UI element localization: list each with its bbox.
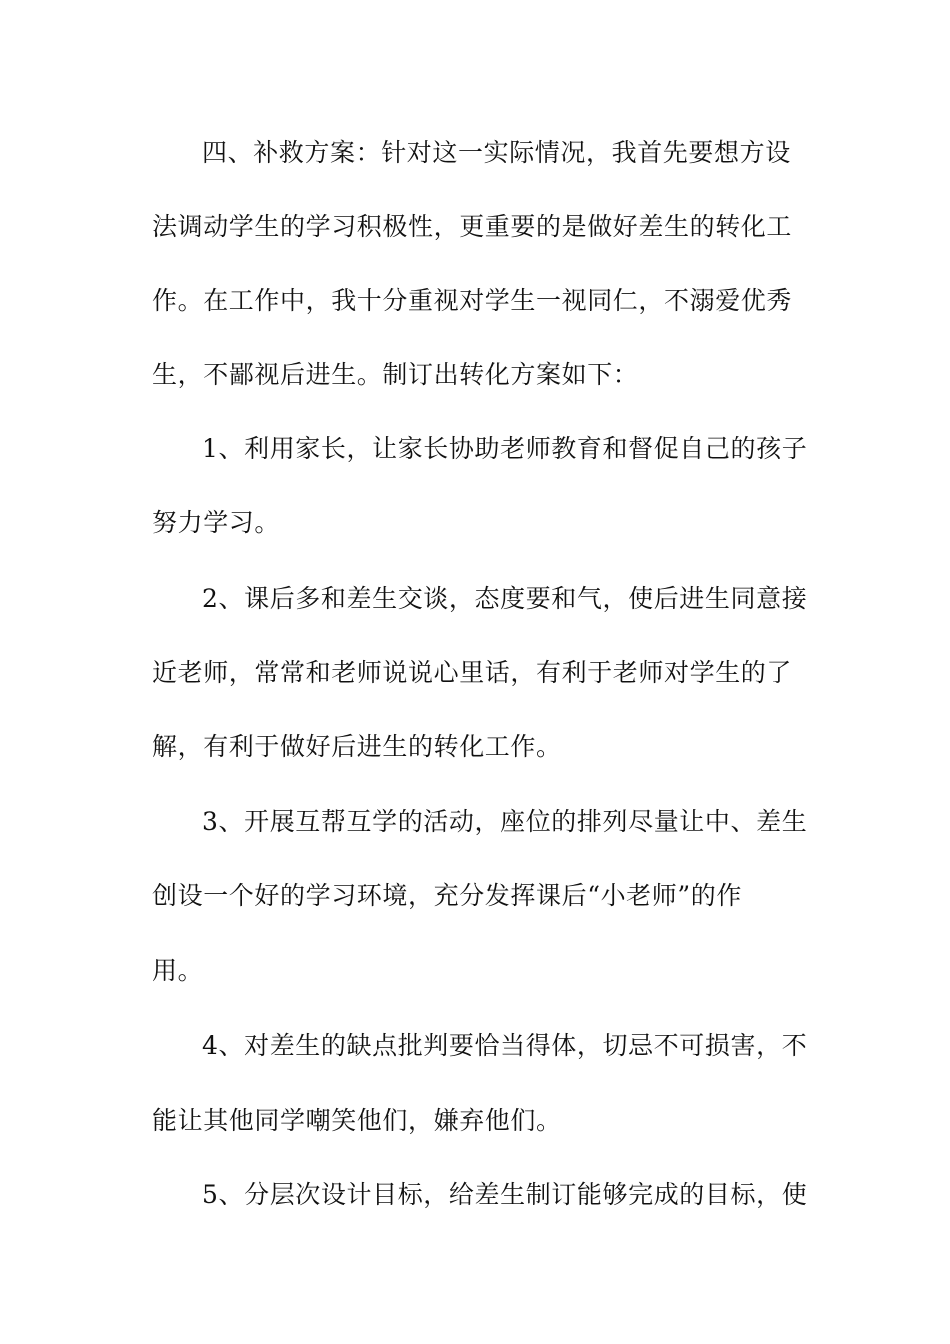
text-line: 创设一个好的学习环境，充分发挥课后“小老师”的作 xyxy=(152,881,742,910)
text-line: 近老师，常常和老师说说心里话，有利于老师对学生的了 xyxy=(152,658,793,687)
list-item-1-line: 1、利用家长，让家长协助老师教育和督促自己的孩子 xyxy=(202,434,808,463)
text-line: 用。 xyxy=(152,956,204,985)
text-line: 努力学习。 xyxy=(152,508,281,537)
text-line: 解，有利于做好后进生的转化工作。 xyxy=(152,732,562,761)
list-item-5-line: 5、分层次设计目标，给差生制订能够完成的目标，使 xyxy=(202,1180,808,1209)
text-line: 法调动学生的学习积极性，更重要的是做好差生的转化工 xyxy=(152,212,793,241)
text-line: 四、补救方案：针对这一实际情况，我首先要想方设 xyxy=(202,138,791,167)
list-item-2-line: 2、课后多和差生交谈，态度要和气，使后进生同意接 xyxy=(202,584,808,613)
list-item-3-line: 3、开展互帮互学的活动，座位的排列尽量让中、差生 xyxy=(202,807,808,836)
text-line: 作。在工作中，我十分重视对学生一视同仁，不溺爱优秀 xyxy=(152,286,793,315)
text-line: 生，不鄙视后进生。制订出转化方案如下： xyxy=(152,360,639,389)
text-line: 能让其他同学嘲笑他们，嫌弃他们。 xyxy=(152,1106,562,1135)
list-item-4-line: 4、对差生的缺点批判要恰当得体，切忌不可损害，不 xyxy=(202,1031,808,1060)
